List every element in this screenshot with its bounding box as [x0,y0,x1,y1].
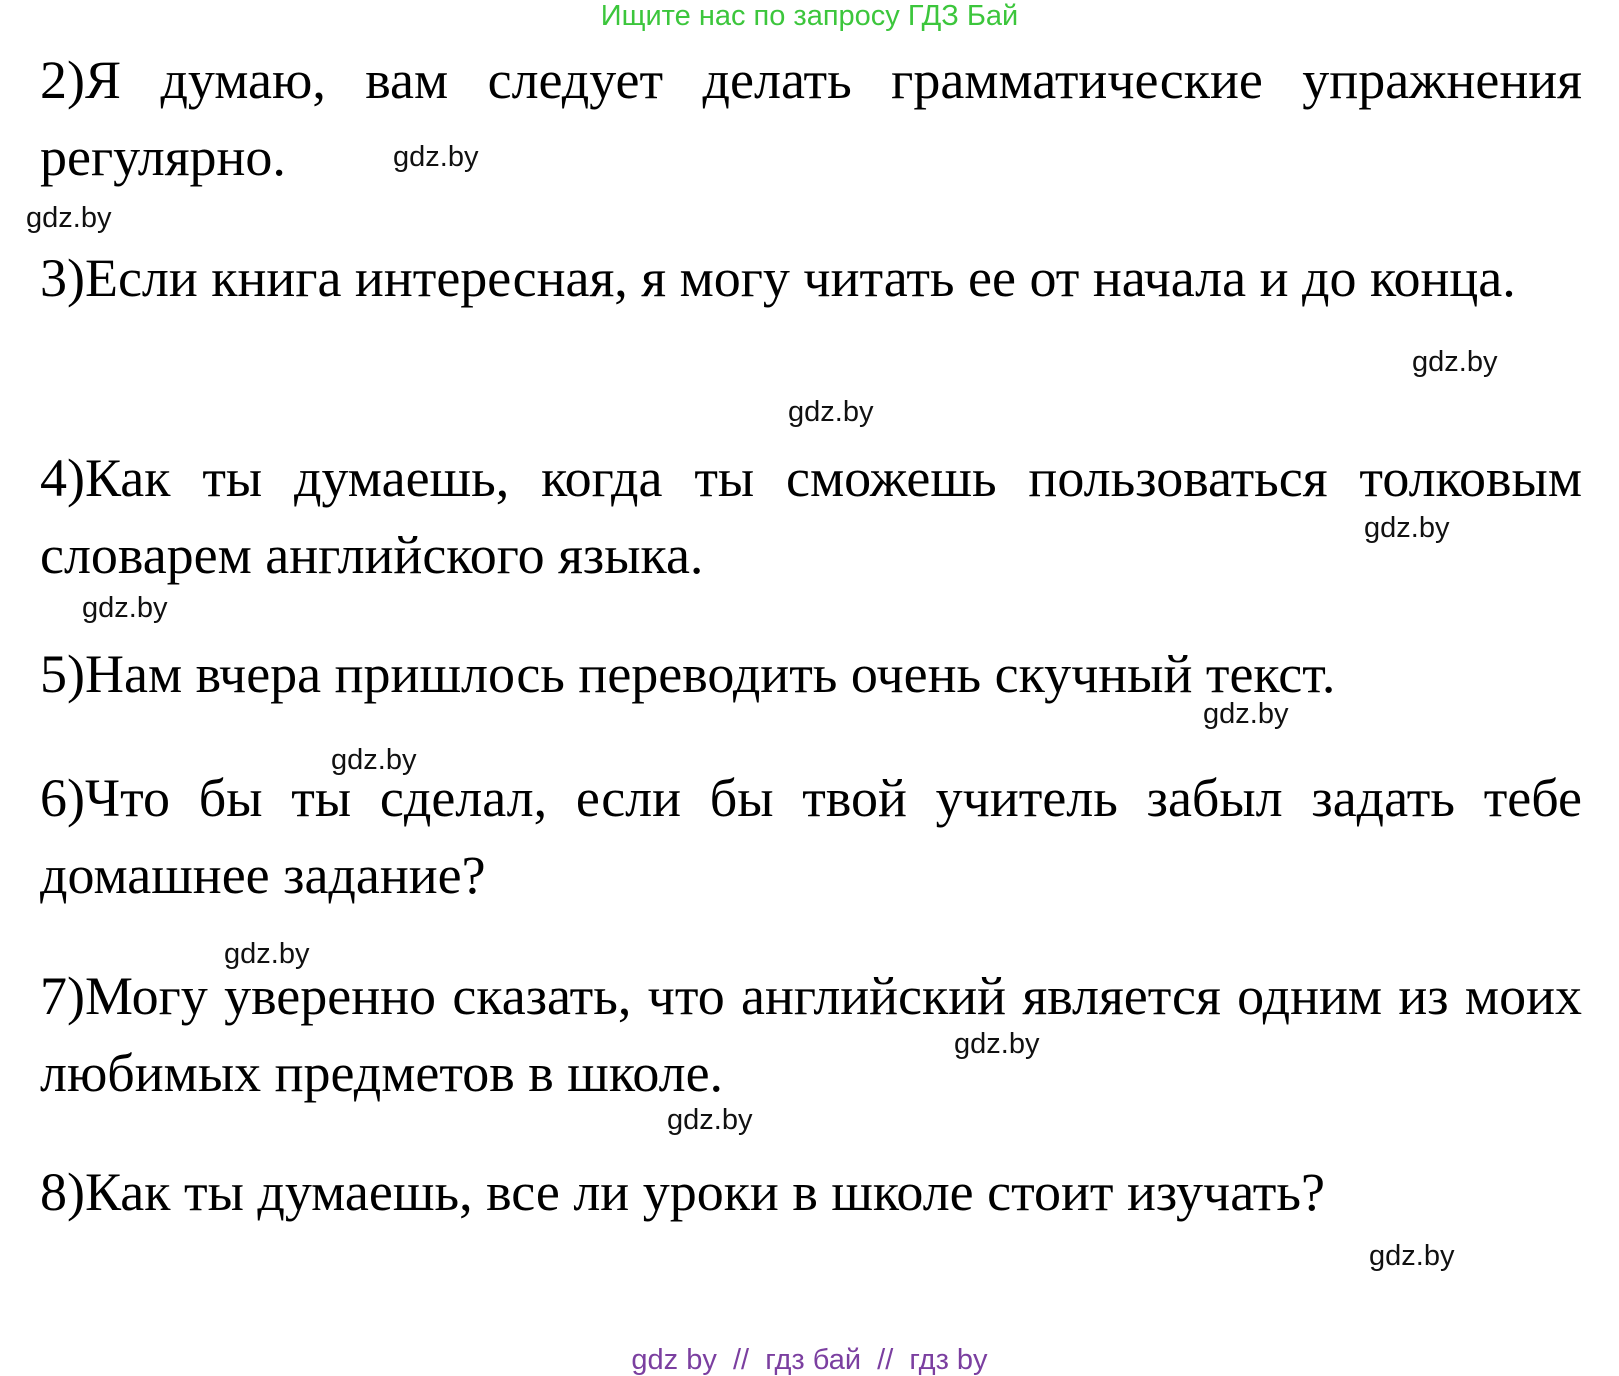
watermark: gdz.by [224,938,310,970]
watermark: gdz.by [788,396,874,428]
sentence-7: 7)Могу уверенно сказать, что английский является одним из моих любимых предметов в школе. [40,966,1582,1103]
sentence-6: 6)Что бы ты сделал, если бы твой учитель забыл задать тебе домашнее задание? [40,768,1582,905]
watermark: gdz.by [667,1104,753,1136]
sentence-5: 5)Нам вчера пришлось переводить очень скучный текст. [40,644,1336,704]
sentence-3: 3)Если книга интересная, я могу читать ее от начала и до конца. [40,248,1516,308]
watermark: gdz.by [1369,1240,1455,1272]
watermark: gdz.by [26,202,112,234]
sentence-8: 8)Как ты думаешь, все ли уроки в школе стоит изучать? [40,1162,1325,1222]
watermark: gdz.by [1203,698,1289,730]
sentence-2: 2)Я думаю, вам следует делать грамматические упражнения регулярно. [40,50,1582,187]
watermark: gdz.by [1364,512,1450,544]
watermark: gdz.by [393,141,479,173]
watermark: gdz.by [1412,346,1498,378]
watermark: gdz.by [331,744,417,776]
sentence-4: 4)Как ты думаешь, когда ты сможешь пользоваться толковым словарем английского языка. [40,448,1582,585]
top-search-hint: Ищите нас по запросу ГДЗ Бай [600,0,1019,32]
watermark: gdz.by [82,592,168,624]
watermark: gdz.by [954,1028,1040,1060]
footer-links: gdz by // гдз бай // гдз by [631,1344,988,1376]
